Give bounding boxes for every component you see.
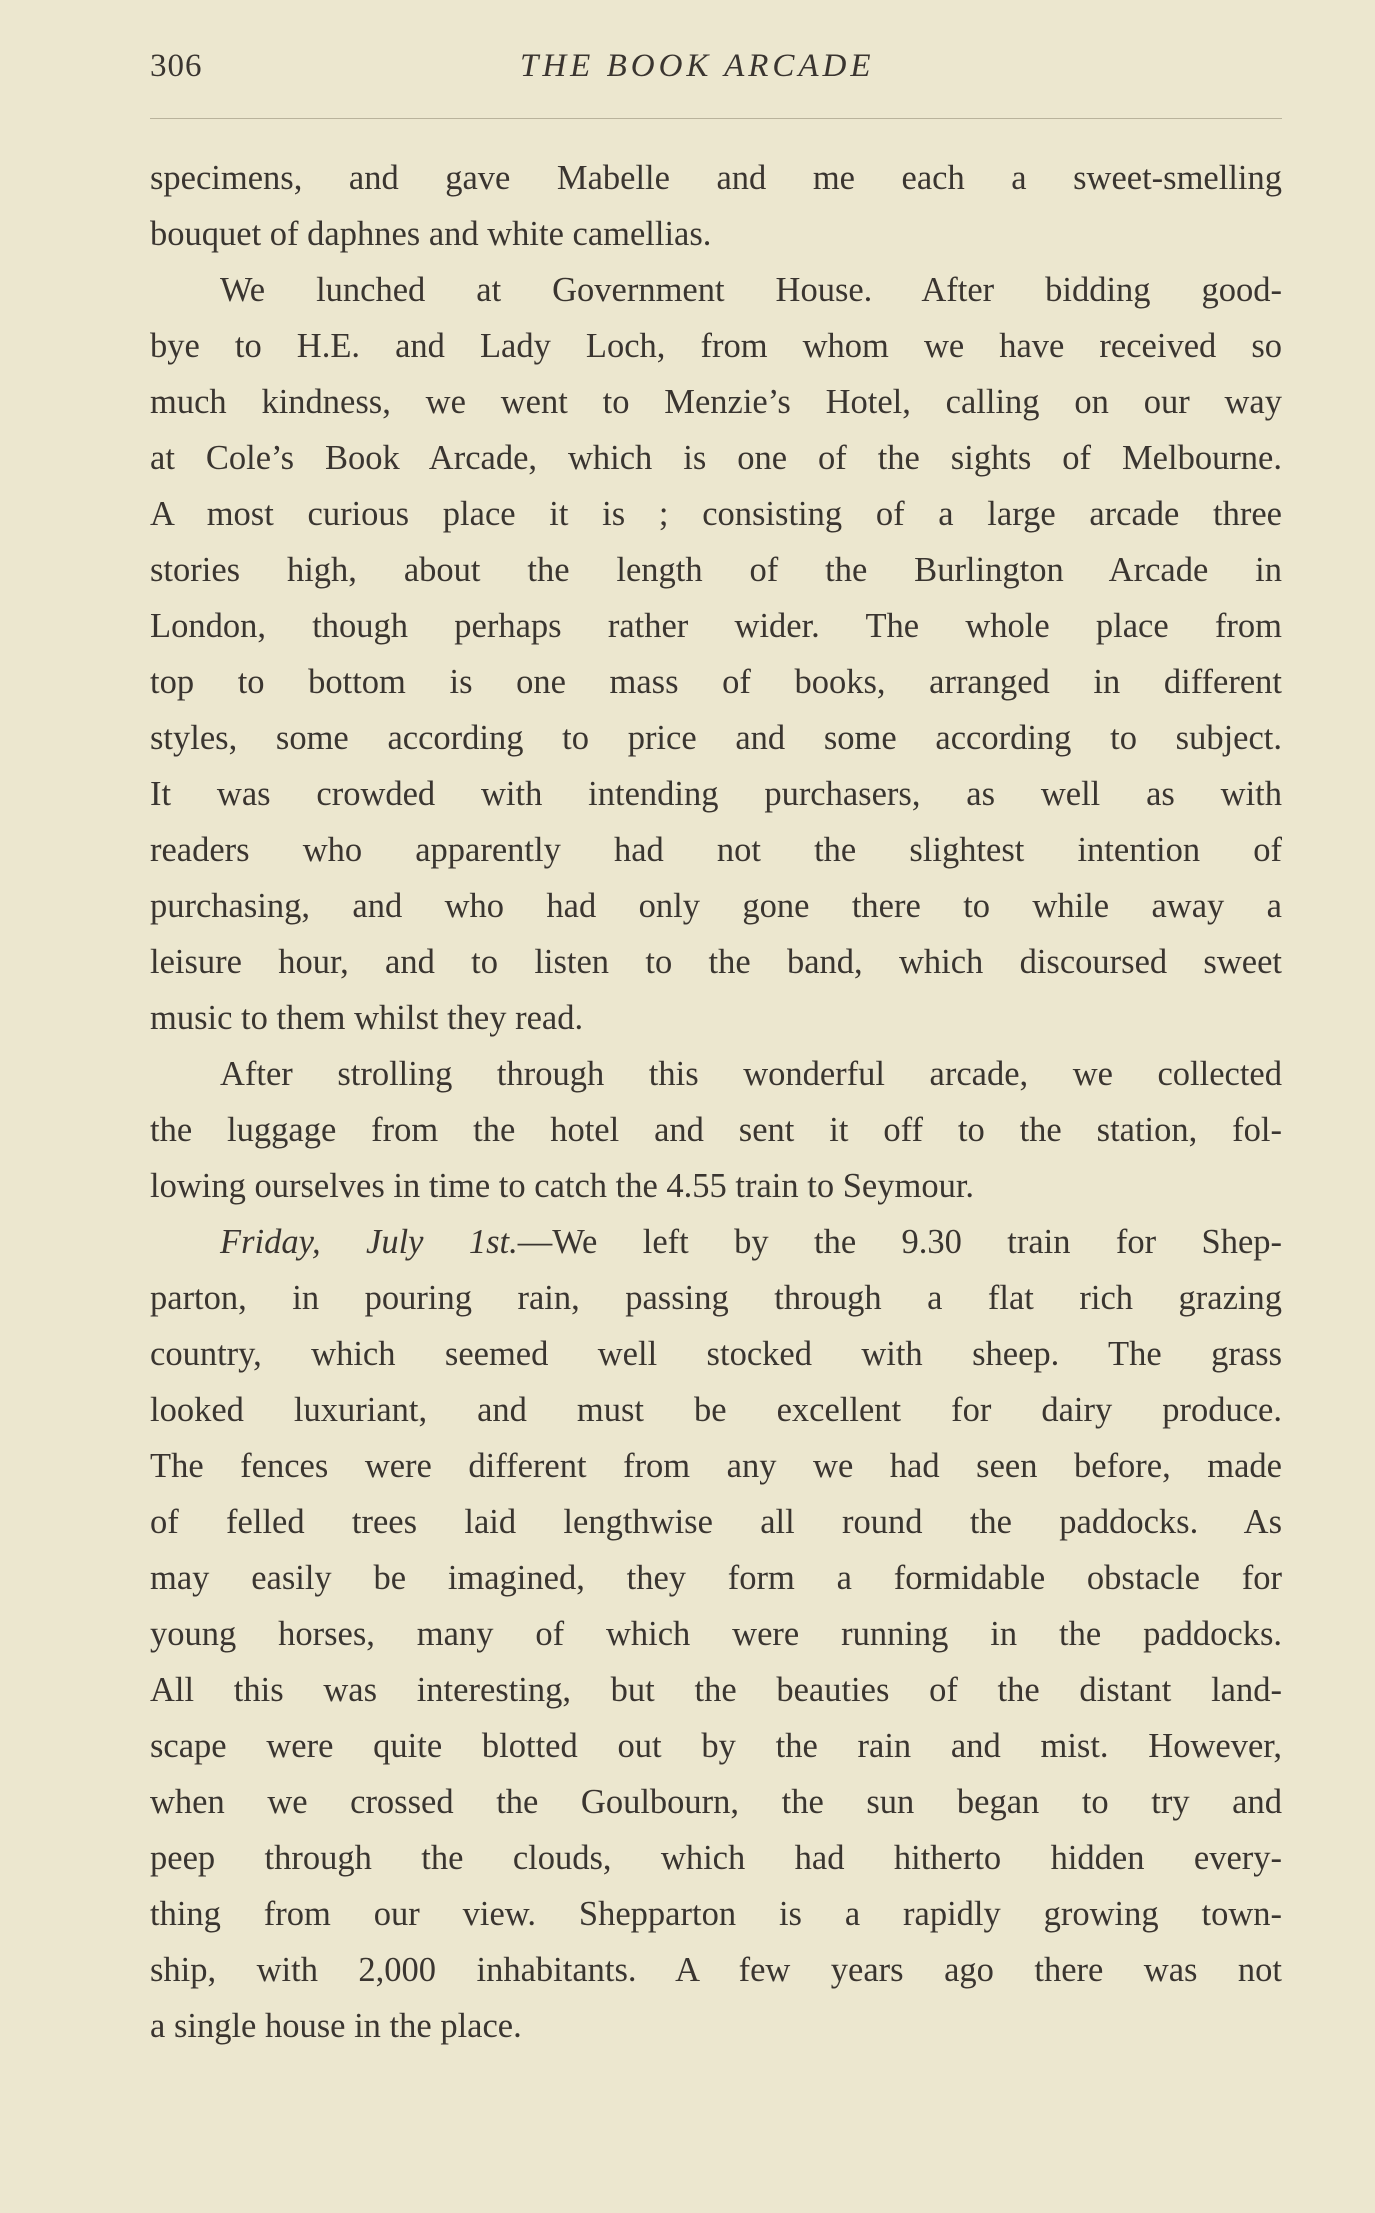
text-line: purchasing, and who had only gone there to while away a bbox=[150, 887, 1282, 925]
date-heading: Friday, July 1st. bbox=[220, 1223, 518, 1261]
text-line: readers who apparently had not the slightest intention of bbox=[150, 831, 1282, 869]
text-line: scape were quite blotted out by the rain and mist. However, bbox=[150, 1727, 1282, 1765]
text-line: parton, in pouring rain, passing through a flat rich grazing bbox=[150, 1279, 1282, 1317]
text-line: when we crossed the Goulbourn, the sun began to try and bbox=[150, 1783, 1282, 1821]
text-line: stories high, about the length of the Burlington Arcade in bbox=[150, 551, 1282, 589]
running-title: THE BOOK ARCADE bbox=[520, 48, 875, 84]
text-line: styles, some according to price and some according to subject. bbox=[150, 719, 1282, 757]
text-line: specimens, and gave Mabelle and me each a sweet-smelling bbox=[150, 159, 1282, 197]
text-line: peep through the clouds, which had hitherto hidden every- bbox=[150, 1839, 1282, 1877]
text-line: country, which seemed well stocked with sheep. The grass bbox=[150, 1335, 1282, 1373]
body-text bbox=[150, 150, 1282, 2054]
text-line: may easily be imagined, they form a formidable obstacle for bbox=[150, 1559, 1282, 1597]
text-line: a single house in the place. bbox=[150, 2007, 522, 2045]
text-line: looked luxuriant, and must be excellent for dairy produce. bbox=[150, 1391, 1282, 1429]
text-line: It was crowded with intending purchasers, as well as with bbox=[150, 775, 1282, 813]
text-line: music to them whilst they read. bbox=[150, 999, 584, 1037]
text-line: lowing ourselves in time to catch the 4.55 train to Seymour. bbox=[150, 1167, 975, 1205]
text-line: After strolling through this wonderful arcade, we collected bbox=[220, 1055, 1282, 1093]
page-header bbox=[150, 48, 1282, 94]
text-line: young horses, many of which were running in the paddocks. bbox=[150, 1615, 1282, 1653]
page-number: 306 bbox=[150, 48, 203, 84]
text-line: The fences were different from any we had seen before, made bbox=[150, 1447, 1282, 1485]
text-line: London, though perhaps rather wider. The whole place from bbox=[150, 607, 1282, 645]
text-line: at Cole’s Book Arcade, which is one of the sights of Melbourne. bbox=[150, 439, 1282, 477]
text-line: A most curious place it is ; consisting of a large arcade three bbox=[150, 495, 1282, 533]
text-line-dated bbox=[150, 1214, 1282, 1270]
text-line: thing from our view. Shepparton is a rapidly growing town- bbox=[150, 1895, 1282, 1933]
text-line: leisure hour, and to listen to the band, which discoursed sweet bbox=[150, 943, 1282, 981]
text-line: much kindness, we went to Menzie’s Hotel, calling on our way bbox=[150, 383, 1282, 421]
text-line: All this was interesting, but the beauties of the distant land- bbox=[150, 1671, 1282, 1709]
date-line-text: —We left by the 9.30 train for Shep- bbox=[517, 1223, 1283, 1261]
text-line: of felled trees laid lengthwise all round the paddocks. As bbox=[150, 1503, 1282, 1541]
header-rule bbox=[150, 118, 1282, 119]
text-line: We lunched at Government House. After bidding good- bbox=[220, 271, 1282, 309]
text-line: top to bottom is one mass of books, arranged in different bbox=[150, 663, 1282, 701]
text-line: bouquet of daphnes and white camellias. bbox=[150, 215, 712, 253]
text-line: bye to H.E. and Lady Loch, from whom we have received so bbox=[150, 327, 1282, 365]
text-line: ship, with 2,000 inhabitants. A few years ago there was not bbox=[150, 1951, 1282, 1989]
text-line: the luggage from the hotel and sent it off to the station, fol- bbox=[150, 1111, 1282, 1149]
